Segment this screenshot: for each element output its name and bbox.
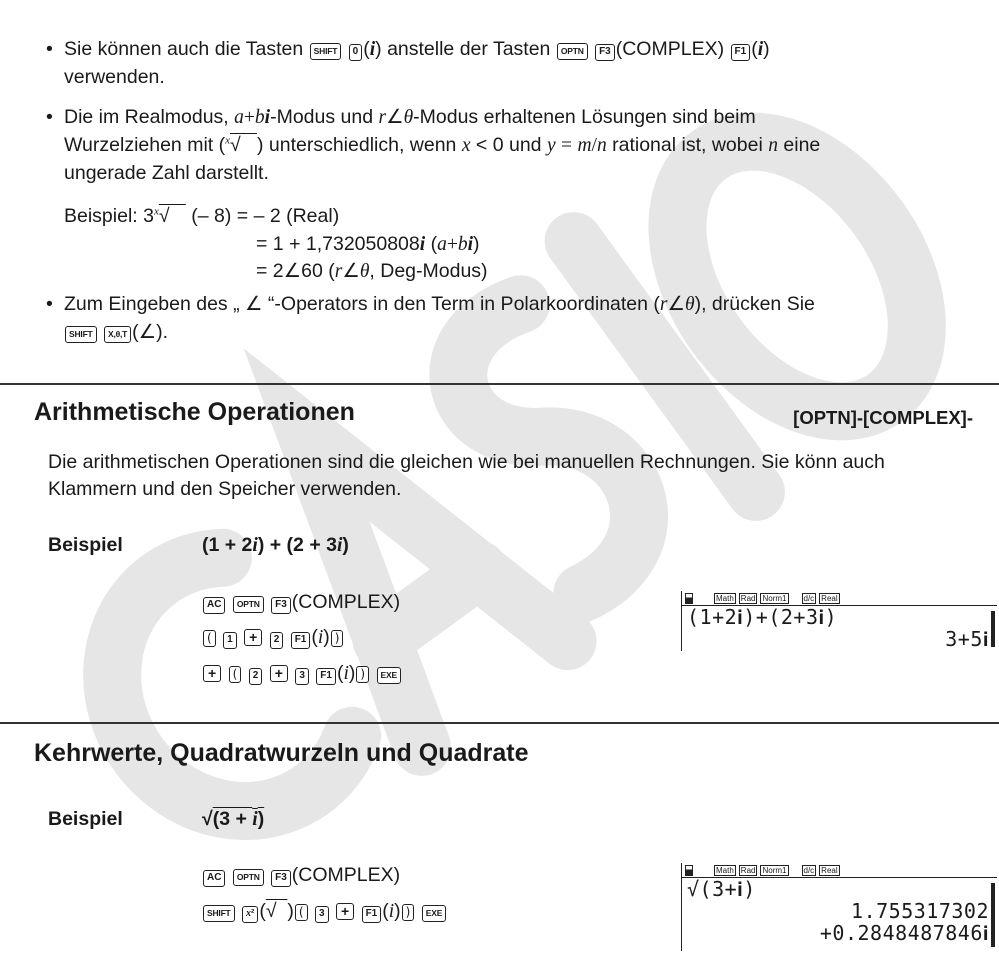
status-chip: Norm1 [762,865,787,875]
root-symbol: √ [158,205,186,227]
status-chip: Math [716,865,734,875]
x-theta-t-key: X,θ,T [104,326,131,343]
x-squared-key: x² [242,906,258,923]
shift-key: SHIFT [65,326,97,343]
shift-key: SHIFT [310,43,342,60]
section-divider [0,383,999,385]
complex-label: (COMPLEX) [615,38,725,60]
status-chip: Math [716,593,734,603]
f3-key: F3 [595,44,615,61]
example-text: Beispiel: 3 [64,205,154,227]
root-symbol: √ [230,133,257,156]
status-chip: Rad [740,865,756,875]
example-text: , Deg-Modus) [369,260,488,282]
bullet-text: < 0 und [475,133,542,156]
optn-key: OPTN [557,43,588,60]
example-label: Beispiel [48,534,123,556]
bullet-text: anstelle der Tasten [387,38,551,60]
section-paragraph: Die arithmetischen Operationen sind die gleichen wie bei manuellen Rechnungen. Sie könn auch Klammern und den Speicher verwenden. [48,451,885,500]
calc-expression: √(3+𝐢) [687,877,756,901]
key-sequence-1 [202,589,400,616]
open-paren-key: ( [203,630,216,647]
battery-icon [685,593,693,604]
digit-3-key: 3 [295,668,309,685]
calc-result-real: 1.755317302 [851,899,989,923]
f3-key: F3 [271,597,291,614]
close-paren-key: ) [331,630,344,647]
example-expression: (1 + 2i) + (2 + 3i) [202,534,349,556]
bullet-text: verwenden. [64,65,165,88]
i-symbol: i [369,39,376,60]
bullet-text: -Modus und [270,106,374,128]
complex-label: (COMPLEX) [291,864,401,886]
bullet-text: ), drücken Sie [694,293,815,315]
section-title-arithmetic: Arithmetische Operationen [34,398,355,426]
exe-key: EXE [377,667,401,684]
ac-key: AC [203,597,225,614]
f1-key: F1 [731,44,751,61]
status-bar [682,591,997,606]
f1-key: F1 [291,632,311,649]
bullet-dot: • [46,293,53,315]
example-line-3: = 2∠60 (r∠θ, Deg-Modus) [256,260,488,282]
digit-2-key: 2 [270,632,284,649]
plus-key: + [203,665,221,682]
plus-key: + [336,903,354,920]
root-symbol: √ [265,900,288,922]
key-sequence-3: + ( 2 + 3 F1 (i) ) EXE [202,660,402,688]
plus-key: + [244,629,262,646]
bullet-dot: • [46,38,53,60]
scroll-cursor [991,883,995,947]
close-paren-key: ) [356,666,369,683]
status-chip: Real [821,865,838,875]
open-paren-key: ( [229,666,242,683]
bullet-shift-0: • Sie können auch die Tasten SHIFT 0 (i) anstelle der Tasten OPTN F3 (COMPLEX) F1 (i) verwenden. [46,38,770,88]
bullet-text: ) unterschiedlich, wenn [256,133,457,156]
calc-result: 3+5𝐢 [945,627,989,651]
shift-key: SHIFT [203,905,235,922]
key-sequence-2: SHIFT x² (√ ) ( 3 + F1 (i) ) EXE [202,898,447,926]
digit-3-key: 3 [315,906,329,923]
example-label: Beispiel [48,808,123,830]
f3-key: F3 [271,870,291,887]
close-paren-key: ) [402,904,415,921]
optn-key: OPTN [233,869,264,886]
calc-expression: (1+2𝐢)+(2+3𝐢) [687,605,838,629]
key-sequence-2: ( 1 + 2 F1 (i) ) [202,624,344,652]
status-chip: d/c [803,865,815,875]
i-symbol: i [757,39,764,60]
plus-key: + [270,665,288,682]
key-sequence-1 [202,862,400,889]
complex-label: (COMPLEX) [291,591,401,613]
section-title-reciprocals: Kehrwerte, Quadratwurzeln und Quadrate [34,739,529,767]
example-line-1: Beispiel: 3$^x$√ (– 8) = – 2 (Real) [64,205,340,227]
f1-key: F1 [316,668,336,685]
status-chip: Norm1 [762,593,787,603]
open-paren-key: ( [295,904,308,921]
bullet-text: (∠). [132,320,169,343]
example-text: (– 8) = – 2 (Real) [191,205,340,227]
bullet-text: ungerade Zahl darstellt. [64,161,269,184]
section-divider [0,722,999,724]
status-chip: Rad [740,593,756,603]
example-text: = 2∠60 ( [256,260,335,282]
bullet-dot: • [46,106,53,128]
digit-2-key: 2 [249,668,263,685]
abi-mode: a [234,107,244,128]
calc-result-imag: +0.2848487846𝐢 [819,921,989,945]
bullet-text: rational ist, wobei [612,133,763,156]
bullet-angle-operator: • Zum Eingeben des „ ∠ “-Operators in den Term in Polarkoordinaten (r∠θ), drücken Sie SHIFT X,θ,T (∠). [46,293,815,343]
polar-mode: r [378,107,387,128]
bullet-text: eine [783,133,821,156]
f1-key: F1 [362,906,382,923]
bullet-text: -Modus erhaltenen Lösungen sind beim [413,106,756,128]
bullet-text: Sie können auch die Tasten [64,38,304,60]
calculator-screen-2 [681,863,997,951]
optn-key: OPTN [233,596,264,613]
calculator-screen-1 [681,591,997,651]
bullet-text: Die im Realmodus, [64,106,229,128]
status-bar [682,863,997,878]
status-chip: Real [821,593,838,603]
menu-path: [OPTN]-[COMPLEX]- [793,407,973,428]
example-line-2: = 1 + 1,732050808i (a+bi) [256,233,480,255]
scroll-cursor [991,611,995,647]
example-text: = 1 + 1,732050808 [256,233,420,255]
example-expression: √(3 + i) [202,808,265,830]
bullet-text: Wurzelziehen mit ( [64,133,226,156]
digit-1-key: 1 [223,632,237,649]
bullet-text: Zum Eingeben des „ ∠ “-Operators in den Term in Polarkoordinaten ( [64,293,660,315]
exe-key: EXE [422,905,446,922]
bullet-modes: • Die im Realmodus, a+bi-Modus und r∠θ-Modus erhaltenen Lösungen sind beim Wurzelziehen mit ($^x$√ ) unterschiedlich, wenn x < 0 und y = m/n rational ist, wobei n eine ungerade Zahl darstellt. [46,106,821,184]
status-chip: d/c [803,593,815,603]
zero-key: 0 [349,44,363,61]
battery-icon [685,865,693,876]
ac-key: AC [203,870,225,887]
